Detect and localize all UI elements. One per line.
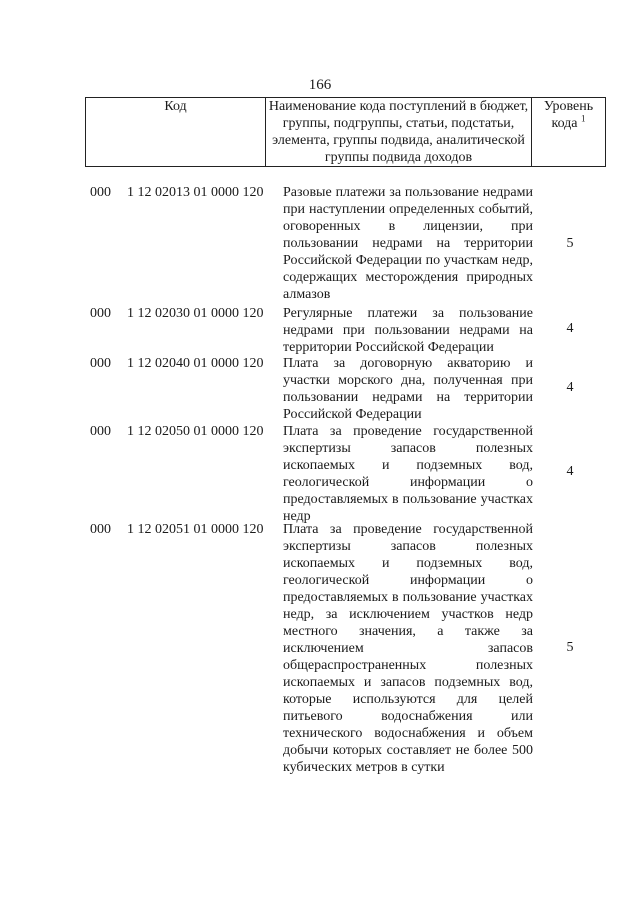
admin-code: 000 — [90, 306, 111, 321]
header-level: Уровень кода — [543, 99, 594, 131]
code-level: 5 — [566, 236, 574, 251]
header-code-cell — [86, 98, 266, 167]
header-level-footnote: 1 — [581, 113, 586, 124]
admin-code: 000 — [90, 424, 111, 439]
revenue-code: 1 12 02030 01 0000 120 — [127, 306, 264, 321]
header-level-cell — [532, 98, 606, 167]
code-level: 4 — [566, 380, 574, 395]
admin-code: 000 — [90, 522, 111, 537]
admin-code: 000 — [90, 185, 111, 200]
table-header — [85, 97, 606, 167]
revenue-code: 1 12 02013 01 0000 120 — [127, 185, 264, 200]
code-level: 5 — [566, 640, 574, 655]
header-name: Наименование кода поступлений в бюджет, группы, подгруппы, статьи, подстатьи, элемента, группы подвида, аналитической группы подвида доходов — [268, 99, 529, 165]
revenue-name: Плата за договорную акваторию и участки морского дна, полученная при пользовании недрами на территории Российской Федерации — [283, 356, 533, 422]
header-name-cell — [266, 98, 532, 167]
revenue-code: 1 12 02040 01 0000 120 — [127, 356, 264, 371]
admin-code: 000 — [90, 356, 111, 371]
revenue-name: Плата за проведение государственной экспертизы запасов полезных ископаемых и подземных вод, геологической информации о предоставляемых в пользование участках недр, за исключением участков недр местного значения, а также за исключением запасов общераспространенных полезных ископаемых и запасов подземных вод, которые используются для целей питьевого водоснабжения или технического водоснабжения и объем добычи которых составляет не более 500 кубических метров в сутки — [283, 522, 533, 775]
code-level: 4 — [566, 464, 574, 479]
revenue-code: 1 12 02050 01 0000 120 — [127, 424, 264, 439]
revenue-name: Разовые платежи за пользование недрами при наступлении определенных событий, оговоренных в лицензии, при пользовании недрами на территории Российской Федерации по участкам недр, содержащих месторождения природных алмазов — [283, 185, 533, 302]
revenue-name: Плата за проведение государственной экспертизы запасов полезных ископаемых и подземных вод, геологической информации о предоставляемых в пользование участках недр — [283, 424, 533, 524]
revenue-code: 1 12 02051 01 0000 120 — [127, 522, 264, 537]
code-level: 4 — [566, 321, 574, 336]
revenue-name: Регулярные платежи за пользование недрами при пользовании недрами на территории Российской Федерации — [283, 306, 533, 355]
page-number: 166 — [308, 77, 332, 93]
header-code: Код — [164, 99, 187, 114]
